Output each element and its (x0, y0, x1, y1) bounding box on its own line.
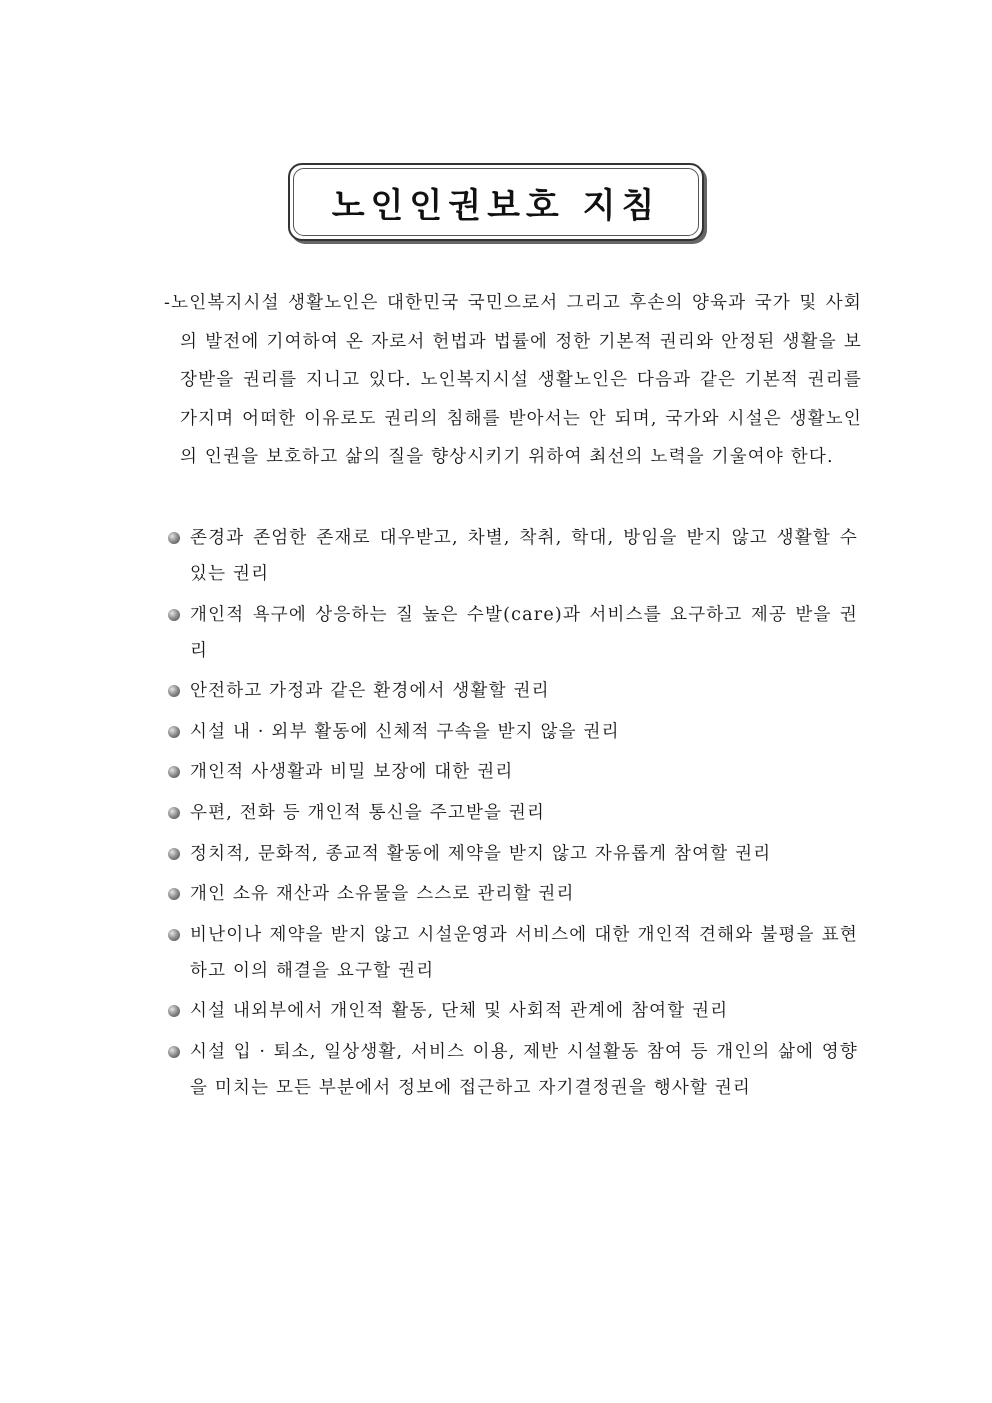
right-text: 시설 내외부에서 개인적 활동, 단체 및 사회적 관계에 참여할 권리 (190, 1001, 729, 1022)
list-item (168, 876, 858, 912)
right-text: 시설 내 · 외부 활동에 신체적 구속을 받지 않을 권리 (190, 721, 620, 742)
right-text: 개인 소유 재산과 소유물을 스스로 관리할 권리 (190, 884, 575, 905)
page-title: 노인인권보호 지침 (331, 185, 661, 226)
right-text: 존경과 존엄한 존재로 대우받고, 차별, 착취, 학대, 방임을 받지 않고 생활할 수 있는 권리 (190, 528, 858, 584)
right-text: 정치적, 문화적, 종교적 활동에 제약을 받지 않고 자유롭게 참여할 권리 (190, 843, 772, 864)
intro-text: -노인복지시설 생활노인은 대한민국 국민으로서 그리고 후손의 양육과 국가 및 사회의 발전에 기여하여 온 자로서 헌법과 법률에 정한 기본적 권리와 안정된 생활을 보장받을 권리를 지니고 있다. 노인복지시설 생활노인은 다음과 같은 기본적 권리를 가지며 어떠한 이유로도 권리의 침해를 받아서는 안 되며, 국가와 시설은 생활노인의 인권을 보호하고 삶의 질을 향상시키기 위하여 최선의 노력을 기울여야 한다. (164, 293, 862, 467)
list-item (168, 795, 858, 831)
bullet-icon (168, 929, 180, 941)
list-item (168, 917, 858, 989)
list-item (168, 993, 858, 1029)
list-item (168, 1034, 858, 1106)
list-item (168, 754, 858, 790)
list-item (168, 836, 858, 872)
intro-paragraph (150, 284, 862, 477)
list-item (168, 597, 858, 669)
right-text: 개인적 욕구에 상응하는 질 높은 수발(care)과 서비스를 요구하고 제공 받을 권리 (190, 604, 858, 661)
list-item (168, 673, 858, 709)
bullet-icon (168, 726, 180, 738)
bullet-icon (168, 685, 180, 697)
right-text: 시설 입 · 퇴소, 일상생활, 서비스 이용, 제반 시설활동 참여 등 개인의 삶에 영향을 미치는 모든 부분에서 정보에 접근하고 자기결정권을 행사할 권리 (190, 1041, 858, 1098)
bullet-icon (168, 1005, 180, 1017)
title-box (288, 163, 704, 241)
bullet-icon (168, 609, 180, 621)
right-text: 개인적 사생활과 비밀 보장에 대한 권리 (190, 762, 514, 783)
list-item (168, 520, 858, 592)
right-text: 비난이나 제약을 받지 않고 시설운영과 서비스에 대한 개인적 견해와 불평을 표현하고 이의 해결을 요구할 권리 (190, 924, 858, 981)
list-item (168, 714, 858, 750)
bullet-icon (168, 532, 180, 544)
right-text: 우편, 전화 등 개인적 통신을 주고받을 권리 (190, 802, 546, 823)
bullet-icon (168, 888, 180, 900)
bullet-icon (168, 766, 180, 778)
right-text: 안전하고 가정과 같은 환경에서 생활할 권리 (190, 681, 550, 702)
bullet-icon (168, 1046, 180, 1058)
bullet-icon (168, 807, 180, 819)
rights-list (168, 520, 858, 1111)
bullet-icon (168, 848, 180, 860)
